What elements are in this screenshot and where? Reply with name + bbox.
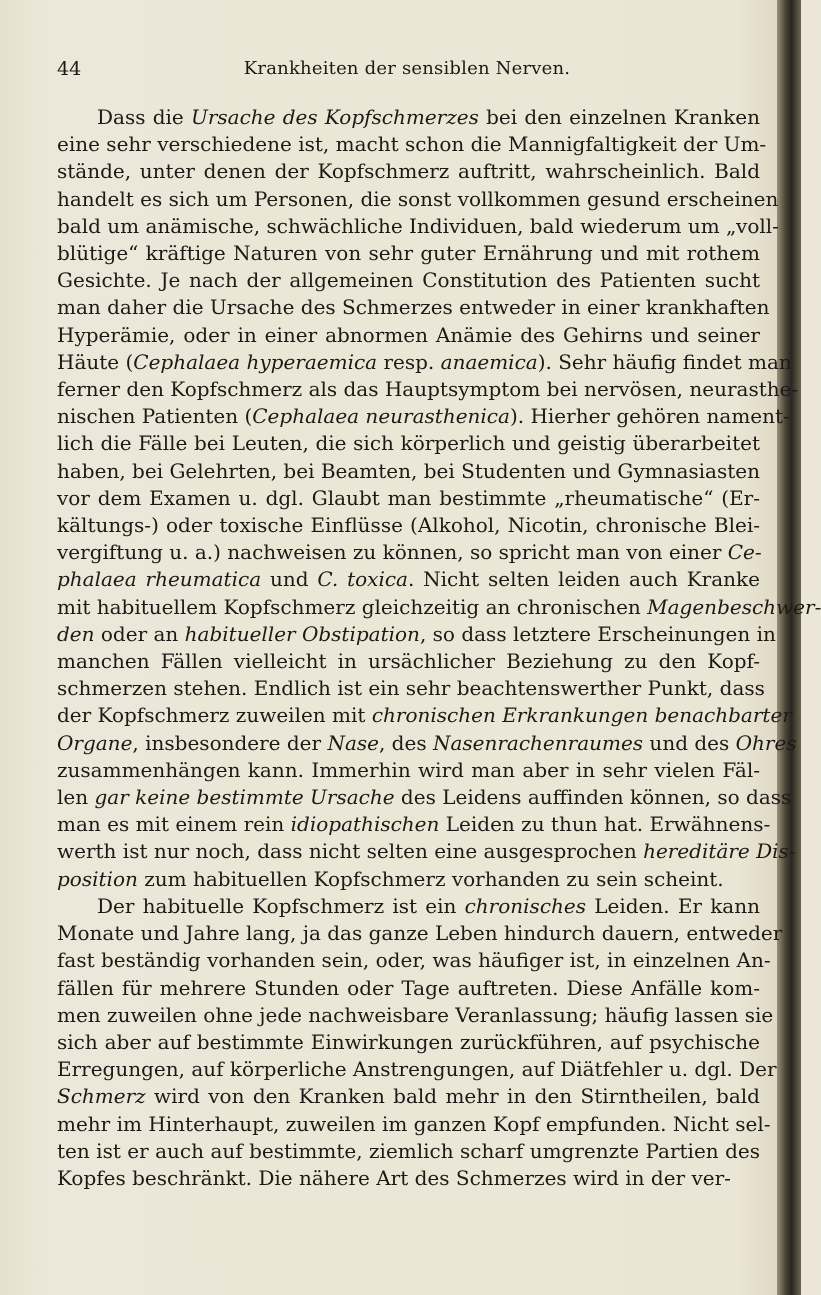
text-run: der Kopfschmerz zuweilen mit: [57, 703, 372, 728]
text-run: Häute (: [57, 349, 134, 374]
text-line: [57, 784, 792, 811]
text-line: [57, 893, 760, 920]
text-run: , des: [378, 730, 433, 755]
italic-term: chronisches: [464, 893, 586, 918]
italic-term: hereditäre Dis-: [643, 839, 796, 864]
text-run: schmerzen stehen. Endlich ist ein sehr beachtenswerther Punkt, dass: [57, 676, 765, 701]
text-run: wird von den Kranken bald mehr in den Stirntheilen, bald: [145, 1084, 760, 1109]
text-line: [57, 975, 760, 1002]
italic-term: Nasenrachenraumes: [432, 730, 644, 755]
text-run: vor dem Examen u. dgl. Glaubt man bestimmte „rheumatische“ (Er-: [57, 485, 760, 510]
text-run: , insbesondere der: [132, 730, 328, 755]
text-line: [57, 240, 760, 267]
italic-term: position: [57, 866, 138, 891]
text-run: Monate und Jahre lang, ja das ganze Leben hindurch dauern, entweder: [57, 921, 783, 946]
text-line: [57, 594, 821, 621]
text-run: fällen für mehrere Stunden oder Tage auftreten. Diese Anfälle kom-: [57, 975, 760, 1000]
text-line: [57, 485, 760, 512]
text-run: len: [57, 785, 95, 810]
text-run: mehr im Hinterhaupt, zuweilen im ganzen Kopf empfunden. Nicht sel-: [57, 1111, 771, 1136]
text-run: man es mit einem rein: [57, 812, 291, 837]
text-run: mit habituellem Kopfschmerz gleichzeitig an chronischen: [57, 594, 648, 619]
text-line: [57, 1165, 760, 1192]
text-run: men zuweilen ohne jede nachweisbare Veranlassung; häufig lassen sie: [57, 1002, 774, 1027]
text-run: ten ist er auch auf bestimmte, ziemlich scharf umgrenzte Partien des: [57, 1138, 760, 1163]
text-run: , so dass letztere Erscheinungen in: [419, 621, 776, 646]
text-run: ). Sehr häufig findet man: [537, 349, 792, 374]
italic-term: Cephalaea hyperaemica: [133, 349, 378, 374]
text-run: ). Hierher gehören nament-: [509, 404, 790, 429]
text-line: [57, 648, 760, 675]
text-run: eine sehr verschiedene ist, macht schon die Mannigfaltigkeit der Um-: [57, 132, 767, 157]
italic-term: Cephalaea neurasthenica: [252, 404, 510, 429]
text-run: bald um anämische, schwächliche Individuen, bald wiederum um „voll-: [57, 213, 779, 238]
body-text: [57, 104, 821, 1192]
text-run: Leiden. Er kann: [586, 893, 760, 918]
text-line: [57, 920, 783, 947]
text-line: [57, 947, 771, 974]
text-line: [57, 1029, 760, 1056]
italic-term: gar keine bestimmte Ursache: [94, 785, 395, 810]
text-run: fast beständig vorhanden sein, oder, was häufiger ist, in einzelnen An-: [57, 948, 771, 973]
text-run: vergiftung u. a.) nachweisen zu können, so spricht man von einer: [57, 540, 728, 565]
text-line: [57, 104, 760, 131]
text-line: [57, 811, 771, 838]
text-line: [57, 322, 760, 349]
page-number: 44: [57, 58, 82, 80]
italic-term: phalaea rheumatica: [57, 567, 262, 592]
paragraph: [57, 893, 783, 1192]
text-line: [57, 1056, 777, 1083]
text-line: [57, 1138, 760, 1165]
italic-term: Ce-: [727, 540, 762, 565]
text-line: [57, 131, 767, 158]
text-run: . Nicht selten leiden auch Kranke: [407, 567, 761, 592]
text-run: stände, unter denen der Kopfschmerz auftritt, wahrscheinlich. Bald: [57, 159, 760, 184]
running-head: Krankheiten der sensiblen Nerven.: [243, 58, 571, 79]
italic-term: chronischen Erkrankungen benachbarter: [371, 703, 792, 728]
italic-term: den: [57, 621, 95, 646]
text-run: handelt es sich um Personen, die sonst vollkommen gesund erscheinen: [57, 186, 779, 211]
text-run: ferner den Kopfschmerz als das Hauptsymptom bei nervösen, neurasthe-: [57, 377, 799, 402]
italic-term: idiopathischen: [290, 812, 440, 837]
text-run: resp.: [377, 349, 441, 374]
text-run: und: [261, 567, 318, 592]
text-line: [57, 1002, 774, 1029]
text-line: [57, 539, 760, 566]
text-line: [57, 866, 760, 893]
book-spine-edge: [777, 0, 801, 1295]
text-run: zum habituellen Kopfschmerz vorhanden zu sein scheint.: [137, 866, 724, 891]
text-run: blütige“ kräftige Naturen von sehr guter Ernährung und mit rothem: [57, 241, 760, 266]
text-run: Hyperämie, oder in einer abnormen Anämie des Gehirns und seiner: [57, 322, 760, 347]
text-run: werth ist nur noch, dass nicht selten eine ausgesprochen: [57, 839, 644, 864]
text-line: [57, 512, 760, 539]
text-line: [57, 702, 792, 729]
text-run: nischen Patienten (: [57, 404, 253, 429]
text-line: [57, 158, 760, 185]
text-run: Gesichte. Je nach der allgemeinen Constitution des Patienten sucht: [57, 268, 760, 293]
text-line: [57, 213, 779, 240]
text-line: [57, 621, 776, 648]
text-run: des Leidens auffinden können, so dass: [394, 785, 792, 810]
text-run: bei den einzelnen Kranken: [478, 105, 760, 129]
italic-term: Ursache des Kopfschmerzes: [191, 105, 479, 129]
text-run: sich aber auf bestimmte Einwirkungen zurückführen, auf psychische: [57, 1029, 760, 1054]
text-run: man daher die Ursache des Schmerzes entweder in einer krankhaften: [57, 295, 770, 320]
italic-term: Nase: [327, 730, 379, 755]
text-line: [57, 566, 760, 593]
text-run: manchen Fällen vielleicht in ursächlicher Beziehung zu den Kopf-: [57, 649, 760, 674]
text-run: Leiden zu thun hat. Erwähnens-: [439, 812, 771, 837]
text-run: Erregungen, auf körperliche Anstrengungen, auf Diätfehler u. dgl. Der: [57, 1057, 777, 1082]
paragraph: [57, 104, 821, 893]
text-run: haben, bei Gelehrten, bei Beamten, bei Studenten und Gymnasiasten: [57, 458, 760, 483]
italic-term: Schmerz: [57, 1084, 146, 1109]
text-run: zusammenhängen kann. Immerhin wird man aber in sehr vielen Fäl-: [57, 757, 760, 782]
text-line: [57, 675, 765, 702]
text-line: [57, 757, 760, 784]
text-run: lich die Fälle bei Leuten, die sich körperlich und geistig überarbeitet: [57, 431, 760, 456]
text-line: [57, 186, 779, 213]
text-line: [57, 267, 760, 294]
text-run: und des: [643, 730, 736, 755]
italic-term: Magenbeschwer-: [647, 594, 821, 619]
text-line: [57, 294, 770, 321]
text-line: [57, 730, 797, 757]
italic-term: habitueller Obstipation: [184, 621, 420, 646]
text-run: Kopfes beschränkt. Die nähere Art des Schmerzes wird in der ver-: [57, 1165, 731, 1190]
text-line: [57, 1083, 760, 1110]
italic-term: Organe: [57, 730, 133, 755]
text-run: Der habituelle Kopfschmerz ist ein: [97, 893, 465, 918]
text-line: [57, 1111, 771, 1138]
text-line: [57, 430, 760, 457]
text-line: [57, 838, 796, 865]
text-line: [57, 376, 799, 403]
text-line: [57, 403, 790, 430]
text-line: [57, 349, 792, 376]
text-run: Dass die: [97, 105, 191, 129]
italic-term: Ohres: [735, 730, 797, 755]
italic-term: C. toxica: [317, 567, 408, 592]
page-header: [57, 58, 757, 86]
text-run: oder an: [94, 621, 185, 646]
text-run: kältungs-) oder toxische Einflüsse (Alkohol, Nicotin, chronische Blei-: [57, 513, 760, 538]
text-line: [57, 458, 760, 485]
italic-term: anaemica: [440, 349, 538, 374]
